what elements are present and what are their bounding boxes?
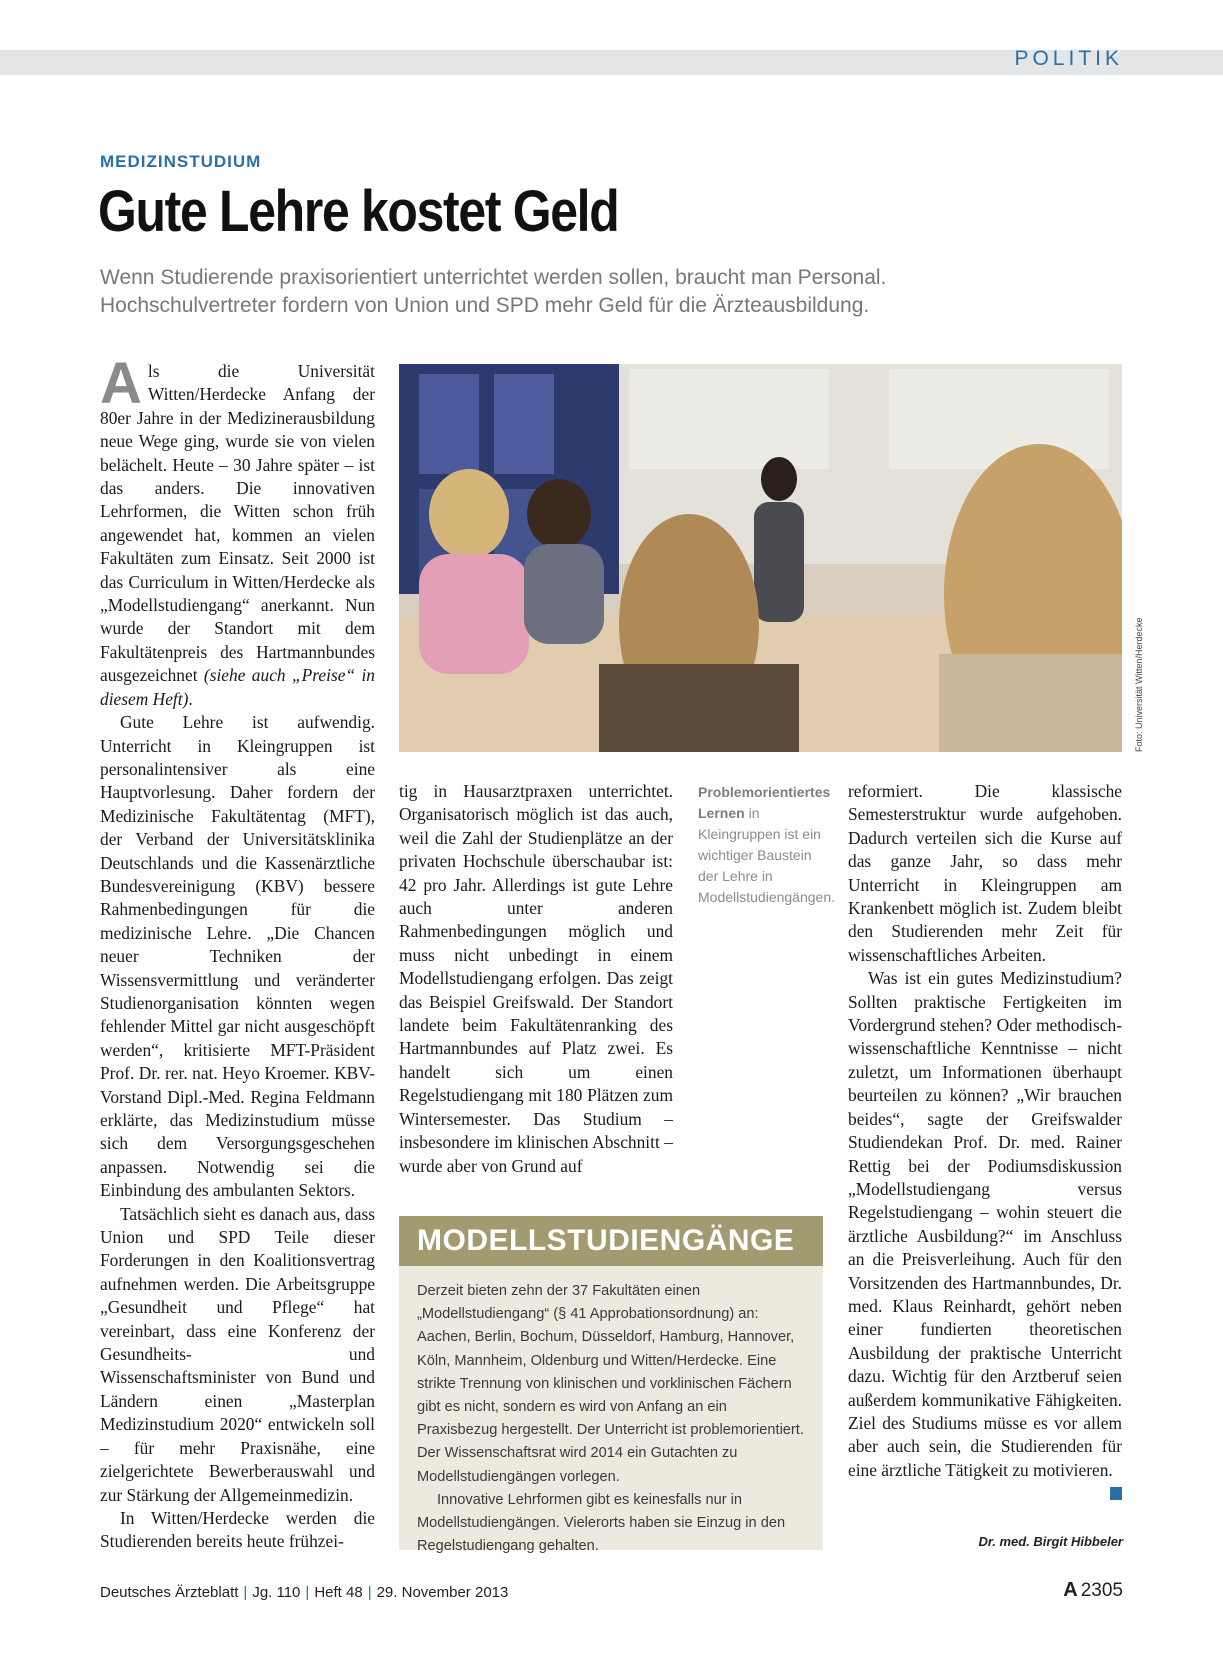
info-box: [399, 1216, 823, 1555]
paragraph: In Witten/Herdecke werden die Studierenden bereits heute frühzei-: [100, 1507, 375, 1552]
deck-line-1: Wenn Studierende praxisorientiert unterrichtet werden sollen, braucht man Personal.: [100, 266, 887, 289]
classroom-photo: [399, 364, 1122, 752]
paragraph: [848, 967, 1122, 1482]
issue-date: 29. November 2013: [376, 1584, 509, 1601]
volume: Jg. 110: [252, 1584, 301, 1601]
page-number-value: 2305: [1080, 1580, 1123, 1601]
article-column-1: [100, 351, 376, 1554]
caption-text: in Kleingruppen ist ein wichtiger Baustein der Lehre in Modellstudiengängen.: [698, 805, 835, 905]
issue: Heft 48: [314, 1584, 363, 1601]
info-box-paragraph: Derzeit bieten zehn der 37 Fakultäten einen „Modellstudiengang“ (§ 41 Approbationsordnung) an: Aachen, Berlin, Bochum, Düsseldorf, Hamburg, Hannover, Köln, Mannheim, Oldenburg und Witten/Herdecke. Eine strikte Trennung von klinischen und vorklinischen Fächern gibt es nicht, sondern es wird von Anfang an ein Praxisbezug hergestellt. Der Unterricht ist problemorientiert. Der Wissenschaftsrat wird 2014 ein Gutachten zu Modellstudiengängen vorlegen.: [417, 1283, 804, 1485]
paragraph: [100, 351, 376, 711]
paragraph-end: .: [188, 688, 193, 709]
photo-credit: Foto: Universität Witten/Herdecke: [1134, 617, 1144, 752]
article-kicker: MEDIZINSTUDIUM: [100, 152, 262, 171]
info-box-body: [399, 1266, 823, 1558]
info-box-title: MODELLSTUDIENGÄNGE: [399, 1216, 823, 1266]
paragraph: Gute Lehre ist aufwendig. Unterricht in Kleingruppen ist personalintensiver als eine Hauptvorlesung. Daher fordern der Medizinische Fakultätentag (MFT), der Verband der Universitätsklinika Deutschlands und die Kassenärztliche Bundesvereinigung (KBV) bessere Rahmenbedingungen für die medizinische Lehre. „Die Chancen neuer Techniken der Wissensvermittlung und veränderter Studienorganisation könnten wegen fehlender Mittel gar nicht ausgeschöpft werden“, kritisierte MFT-Präsident Prof. Dr. rer. nat. Heyo Kroemer. KBV-Vorstand Dipl.-Med. Regina Feldmann erklärte, das Medizinstudium müsse sich dem Versorgungsgeschehen anpassen. Notwendig sei die Einbindung des ambulanten Sektors.: [100, 712, 375, 1201]
author-byline: Dr. med. Birgit Hibbeler: [978, 1534, 1123, 1549]
drop-cap: A: [100, 351, 142, 416]
divider: |: [367, 1584, 372, 1601]
publication-name: Deutsches Ärzteblatt: [100, 1584, 239, 1601]
cross-reference: (siehe auch „Preise“ in diesem Heft): [100, 665, 376, 709]
page-number: [1063, 1579, 1123, 1602]
divider: |: [305, 1584, 310, 1601]
section-label: POLITIK: [1014, 47, 1123, 70]
photo-caption: [698, 782, 835, 908]
paragraph: reformiert. Die klassische Semesterstruktur wurde aufgehoben. Dadurch verteilen sich die Kurse auf das ganze Jahr, so dass mehr Unterricht in Kleingruppen am Krankenbett möglich ist. Zudem bleibt den Studierenden mehr Zeit für wissenschaftliches Arbeiten.: [848, 781, 1122, 965]
page-footer: [100, 1584, 508, 1601]
deck-line-2: Hochschulvertreter fordern von Union und SPD mehr Geld für die Ärzteausbildung.: [100, 294, 870, 317]
article-column-4: [848, 780, 1122, 1500]
caption-lead: Problemorientiertes Lernen: [698, 784, 831, 821]
article-deck: [100, 264, 1100, 320]
info-box-paragraph: Innovative Lehrformen gibt es keinesfalls nur in Modellstudiengängen. Vielerorts haben sie Einzug in den Regelstudiengang gehalten.: [417, 1491, 786, 1555]
end-mark-icon: [1110, 1487, 1122, 1500]
paragraph-text: Was ist ein gutes Medizinstudium? Sollten praktische Fertigkeiten im Vordergrund stehen? Oder methodisch-wissenschaftliche Kenntnisse – nicht zuletzt, um Informationen überhaupt beurteilen zu können? „Wir brauchen beides“, sagte der Greifswalder Studiendekan Prof. Dr. med. Rainer Rettig bei der Podiumsdiskussion „Modellstudiengang versus Regelstudiengang – wohin steuert die ärztliche Ausbildung?“ im Anschluss an die Preisverleihung. Auch für den Vorsitzenden des Hartmannbundes, Dr. med. Klaus Reinhardt, gehört neben einer fundierten theoretischen Ausbildung der praktische Unterricht dazu. Wichtig für den Arztberuf seien außerdem kommunikative Fähigkeiten. Ziel des Studiums müsse es vor allem aber auch sein, die Studierenden für eine ärztliche Tätigkeit zu motivieren.: [848, 968, 1122, 1480]
article-headline: Gute Lehre kostet Geld: [98, 179, 619, 244]
page-prefix: A: [1063, 1579, 1078, 1601]
paragraph: tig in Hausarztpraxen unterrichtet. Organisatorisch möglich ist das auch, weil die Zahl der Studienplätze an der privaten Hochschule überschaubar ist: 42 pro Jahr. Allerdings ist gute Lehre auch unter anderen Rahmenbedingungen möglich und muss nicht unbedingt in einem Modellstudiengang erfolgen. Das zeigt das Beispiel Greifswald. Der Standort landete beim Fakultätenranking des Hartmannbundes auf Platz zwei. Es handelt sich um einen Regelstudiengang mit 180 Plätzen zum Wintersemester. Das Studium – insbesondere im klinischen Abschnitt – wurde aber von Grund auf: [399, 781, 673, 1176]
divider: |: [243, 1584, 248, 1601]
paragraph-text: ls die Universität Witten/Herdecke Anfang der 80er Jahre in der Medizinerausbildung neue Wege ging, wurde sie von vielen belächelt. Heute – 30 Jahre später – ist das anders. Die innovativen Lehrformen, die Witten schon früh angewendet hat, kommen an vielen Fakultäten zum Einsatz. Seit 2000 ist das Curriculum in Witten/Herdecke als „Modellstudiengang“ anerkannt. Nun wurde der Standort mit dem Fakultätenpreis des Hartmannbundes ausgezeichnet: [100, 361, 375, 686]
paragraph: Tatsächlich sieht es danach aus, dass Union und SPD Teile dieser Forderungen in den Koalitionsvertrag aufnehmen werden. Die Arbeitsgruppe „Gesundheit und Pflege“ hat vereinbart, dass eine Konferenz der Gesundheits- und Wissenschaftsminister von Bund und Ländern einen „Masterplan Medizinstudium 2020“ entwickeln soll – für mehr Praxisnähe, eine zielgerichtete Bewerberauswahl und zur Stärkung der Allgemeinmedizin.: [100, 1203, 375, 1505]
article-column-2: [399, 780, 673, 1178]
